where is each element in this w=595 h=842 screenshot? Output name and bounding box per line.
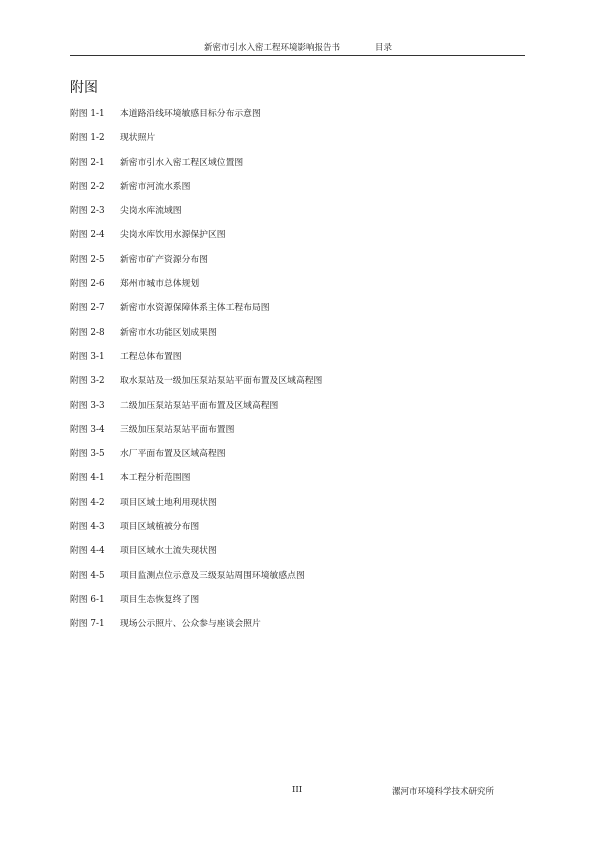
figure-number: 附图 3-3 bbox=[70, 400, 105, 411]
figure-title: 尖岗水库饮用水源保护区图 bbox=[120, 230, 226, 241]
figure-title: 新密市水功能区划成果图 bbox=[120, 327, 217, 338]
figure-number: 附图 7-1 bbox=[70, 619, 105, 630]
figure-number: 附图 6-1 bbox=[70, 594, 105, 605]
figure-number: 附图 3-5 bbox=[70, 449, 105, 460]
figure-list-item bbox=[70, 253, 322, 277]
figure-title: 二级加压泵站泵站平面布置及区域高程图 bbox=[120, 400, 279, 411]
figure-number: 附图 4-1 bbox=[70, 473, 105, 484]
figure-number: 附图 2-4 bbox=[70, 230, 105, 241]
figure-title: 新密市河流水系图 bbox=[120, 181, 191, 192]
figure-list-item bbox=[70, 131, 322, 155]
figure-number: 附图 3-4 bbox=[70, 424, 105, 435]
figure-title: 三级加压泵站泵站平面布置图 bbox=[120, 424, 235, 435]
figure-title: 现场公示照片、公众参与座谈会照片 bbox=[120, 619, 261, 630]
figure-title: 项目区域土地利用现状图 bbox=[120, 497, 217, 508]
figure-number: 附图 2-5 bbox=[70, 254, 105, 265]
figure-title: 现状照片 bbox=[120, 133, 156, 144]
figure-number: 附图 2-6 bbox=[70, 279, 105, 290]
figure-title: 郑州市城市总体规划 bbox=[120, 279, 200, 290]
figure-number: 附图 2-7 bbox=[70, 303, 105, 314]
figure-list-item bbox=[70, 423, 322, 447]
figure-list-item bbox=[70, 156, 322, 180]
figure-number: 附图 3-2 bbox=[70, 376, 105, 387]
figure-list-item bbox=[70, 617, 322, 641]
figure-title: 新密市矿产资源分布图 bbox=[120, 254, 208, 265]
figure-list-item bbox=[70, 471, 322, 495]
figure-title: 新密市引水入密工程区域位置图 bbox=[120, 157, 244, 168]
figure-number: 附图 4-4 bbox=[70, 546, 105, 557]
figure-number: 附图 2-3 bbox=[70, 206, 105, 217]
figure-title: 本工程分析范围图 bbox=[120, 473, 191, 484]
figure-number: 附图 4-5 bbox=[70, 570, 105, 581]
figure-number: 附图 1-2 bbox=[70, 133, 105, 144]
figure-list-item bbox=[70, 399, 322, 423]
figure-list bbox=[70, 107, 322, 642]
figure-title: 尖岗水库流域图 bbox=[120, 206, 182, 217]
figure-number: 附图 2-1 bbox=[70, 157, 105, 168]
figure-number: 附图 2-8 bbox=[70, 327, 105, 338]
figure-list-item bbox=[70, 301, 322, 325]
header-document-title: 新密市引水入密工程环境影响报告书 bbox=[204, 43, 341, 53]
institution-name: 漯河市环境科学技术研究所 bbox=[392, 787, 495, 797]
figure-list-item bbox=[70, 180, 322, 204]
figure-number: 附图 3-1 bbox=[70, 351, 105, 362]
figure-title: 新密市水资源保障体系主体工程布局图 bbox=[120, 303, 270, 314]
figure-title: 取水泵站及一级加压泵站泵站平面布置及区域高程图 bbox=[120, 376, 323, 387]
figure-list-item bbox=[70, 374, 322, 398]
figure-list-item bbox=[70, 326, 322, 350]
figure-title: 工程总体布置图 bbox=[120, 351, 182, 362]
figure-list-item bbox=[70, 593, 322, 617]
section-title: 附图 bbox=[70, 80, 98, 96]
figure-title: 项目区域水土流失现状图 bbox=[120, 546, 217, 557]
figure-list-item bbox=[70, 350, 322, 374]
figure-number: 附图 1-1 bbox=[70, 109, 105, 119]
figure-list-item bbox=[70, 107, 322, 131]
figure-list-item bbox=[70, 228, 322, 252]
page-header bbox=[70, 41, 525, 56]
figure-title: 项目监测点位示意及三级泵站周围环境敏感点图 bbox=[120, 570, 305, 581]
figure-title: 项目区域植被分布图 bbox=[120, 522, 200, 533]
figure-list-item bbox=[70, 520, 322, 544]
figure-number: 附图 4-3 bbox=[70, 522, 105, 533]
page-number: III bbox=[292, 785, 303, 795]
figure-number: 附图 2-2 bbox=[70, 181, 105, 192]
figure-list-item bbox=[70, 277, 322, 301]
figure-title: 项目生态恢复终了图 bbox=[120, 594, 200, 605]
figure-list-item bbox=[70, 569, 322, 593]
figure-number: 附图 4-2 bbox=[70, 497, 105, 508]
figure-list-item bbox=[70, 204, 322, 228]
figure-list-item bbox=[70, 544, 322, 568]
figure-list-item bbox=[70, 496, 322, 520]
figure-list-item bbox=[70, 447, 322, 471]
figure-title: 水厂平面布置及区域高程图 bbox=[120, 449, 226, 460]
header-section-label: 目录 bbox=[375, 43, 393, 53]
figure-title: 本道路沿线环境敏感目标分布示意图 bbox=[120, 109, 261, 119]
